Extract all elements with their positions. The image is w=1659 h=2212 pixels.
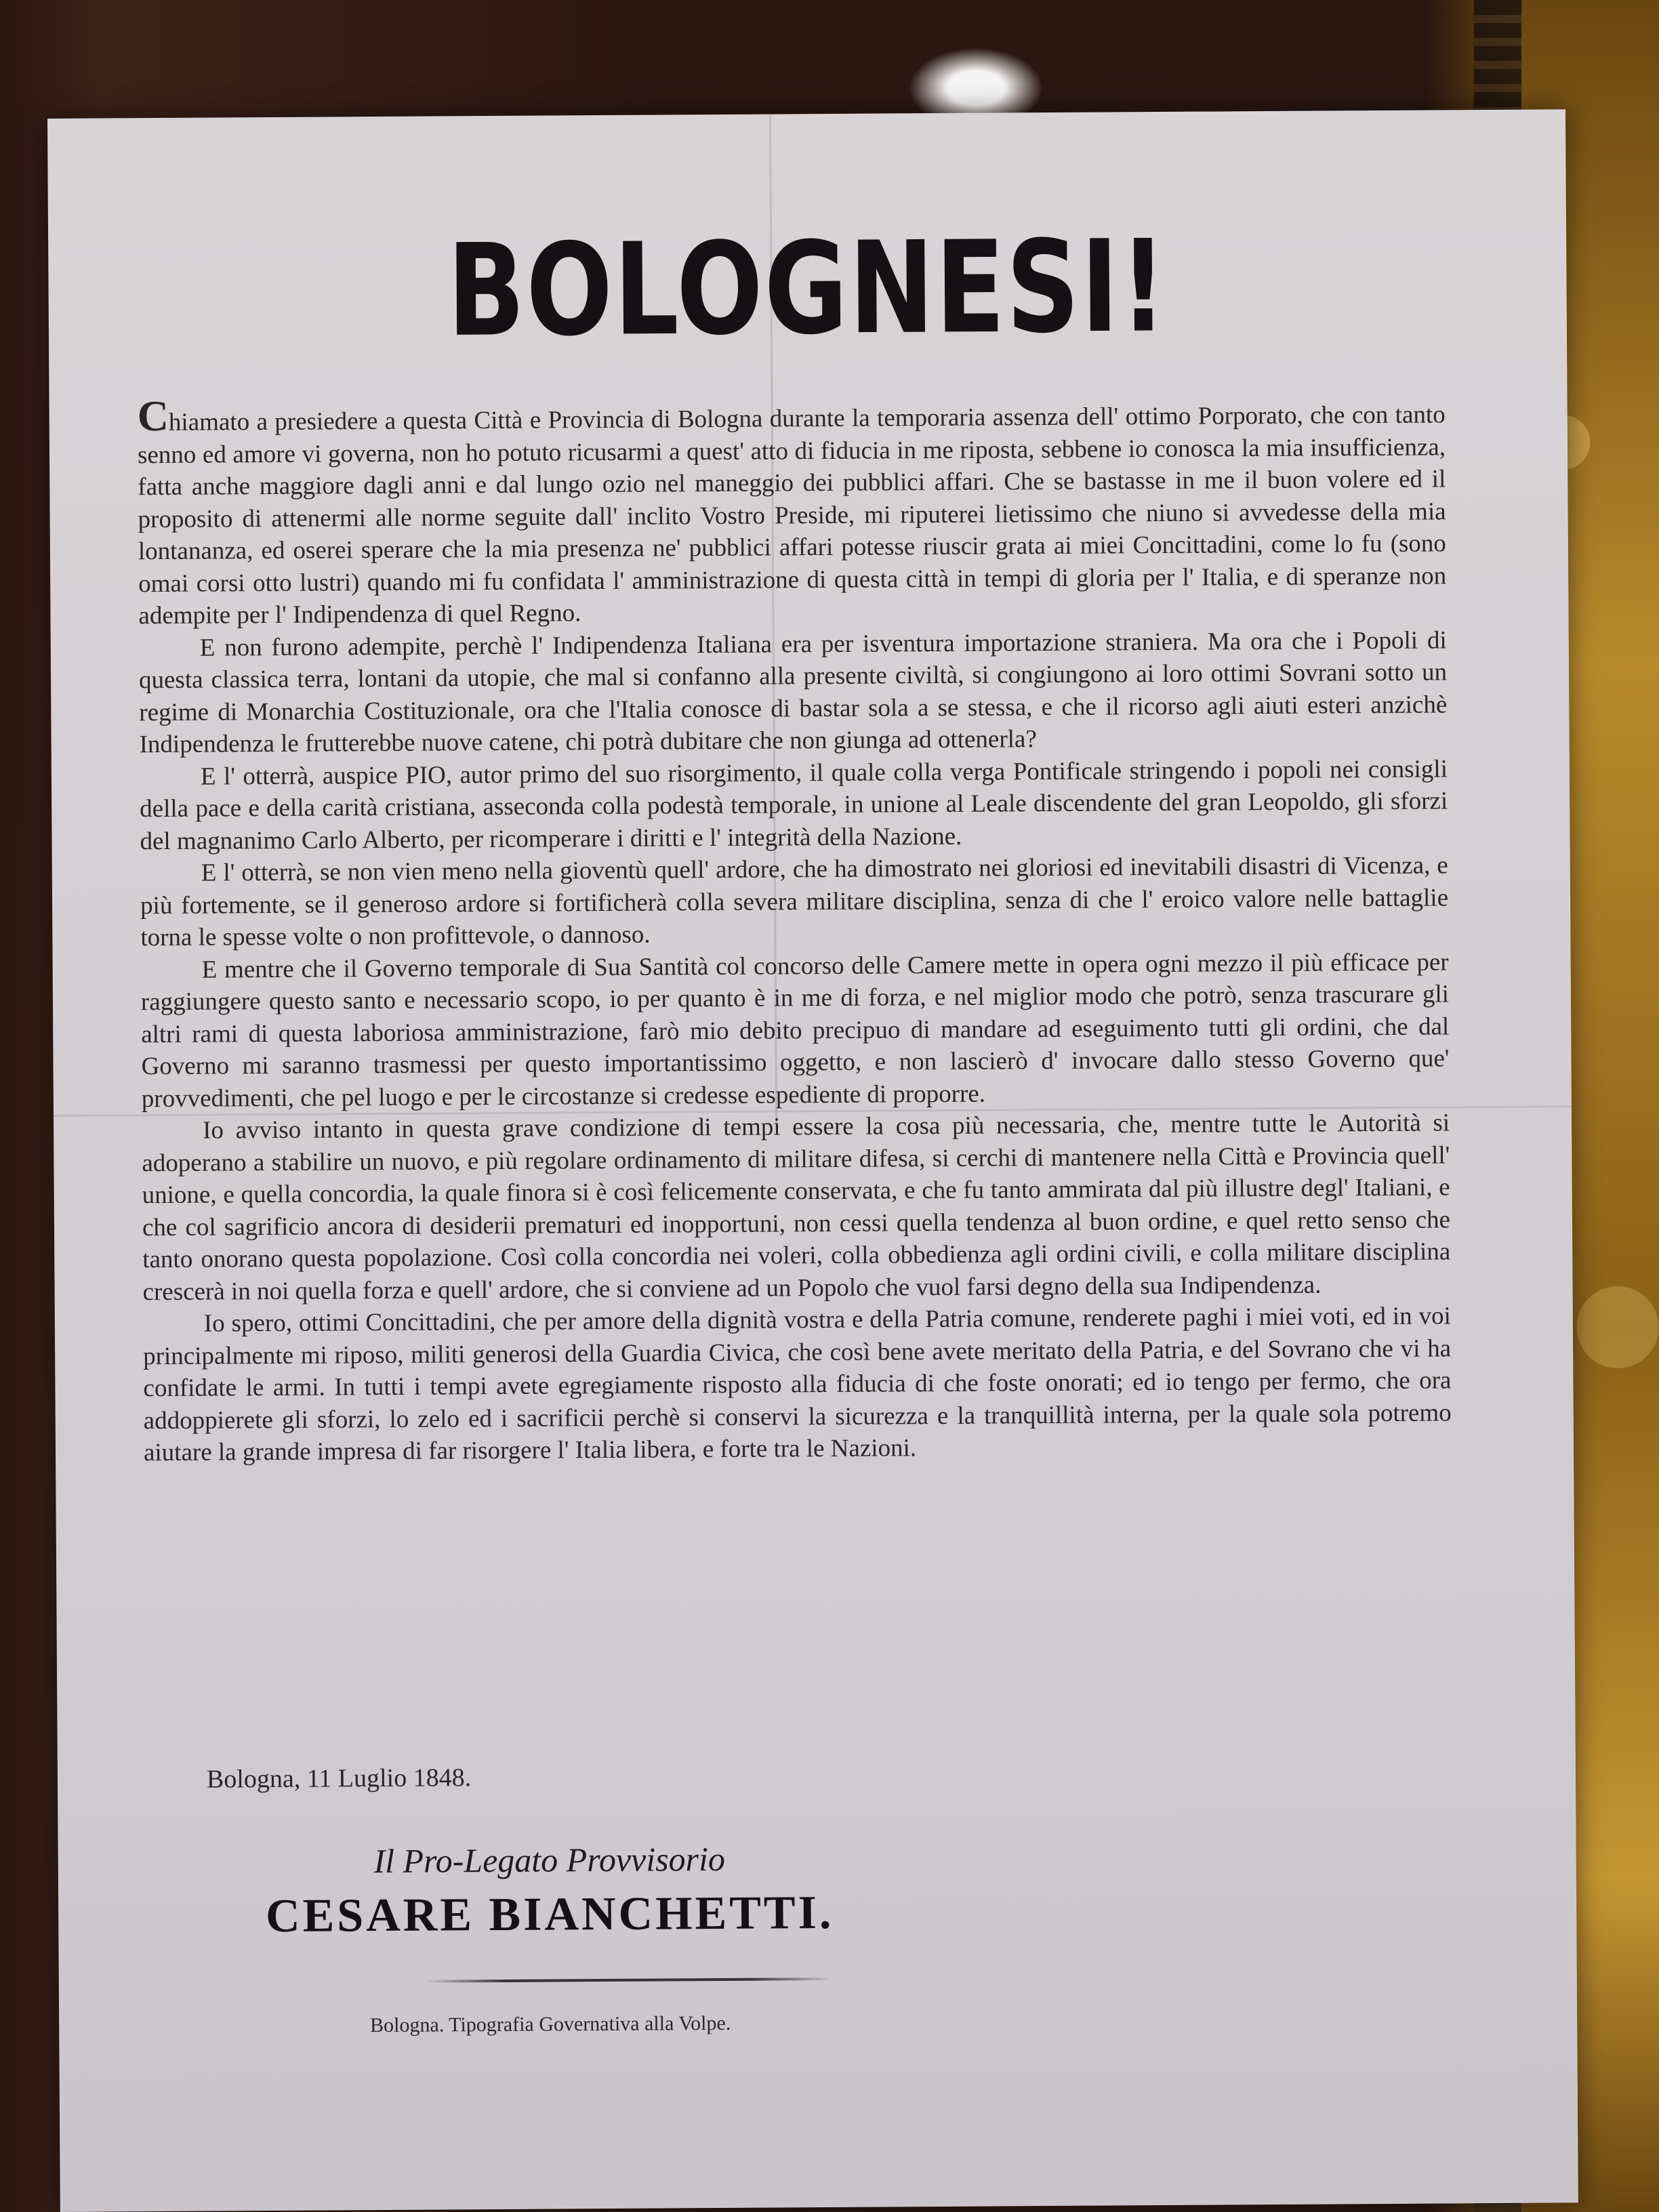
signer-name: CESARE BIANCHETTI.	[265, 1886, 834, 1943]
paragraph-6: Io avviso intanto in questa grave condizione di tempi essere la cosa più necessaria, che, mentre tutte le Autorità si adoperano a stabilire un nuovo, e più regolare ordinamento di militare difesa, si cerchi di mantenere nella Città e Provincia quell' unione, e quella concordia, la quale finora si è così felicemente conservata, e che fu tanto ammirata dal più illustre degl' Italiani, e che col sagrificio ancora di desiderii prematuri ed inopportuni, non cessi quella tendenza al buon ordine, e quel retto senso che tanto onorano questa popolazione. Così colla concordia nei voleri, colla obbedienza agli ordini civili, e colla militare disciplina crescerà in noi quella forza e quell' ardore, che si conviene ad un Popolo che vuol farsi degno della sua Indipendenza.	[142, 1109, 1451, 1306]
paragraph-1	[137, 391, 1447, 632]
poster-title: BOLOGNESI!	[447, 213, 1168, 365]
printer-imprint: Bologna. Tipografia Governativa alla Volpe.	[370, 2011, 731, 2037]
proclamation-body	[137, 391, 1452, 1469]
paragraph-5: E mentre che il Governo temporale di Sua Santità col concorso delle Camere mette in opera ogni mezzo il più efficace per raggiungere questo santo e necessario scopo, io per quanto è in me di forza, e nel miglior modo che potrò, senza trascurare gli altri rami di questa laboriosa amministrazione, farò mio debito precipuo di mandare ad eseguimento tutti gli ordini, che dal Governo mi saranno trasmessi per questo importantissimo oggetto, e non lascierò d' invocare dallo stesso Governo que' provvedimenti, che pel luogo e per le circostanze si credesse espediente di proporre.	[140, 947, 1450, 1113]
signer-role: Il Pro-Legato Provvisorio	[373, 1839, 726, 1881]
drop-cap: C	[137, 391, 169, 441]
paragraph-1-text: hiamato a presiedere a questa Città e Provincia di Bologna durante la temporaria assenza dell' ottimo Porporato, che con tanto senno ed amore vi governa, non ho potuto ricusarmi a quest' atto di fiducia in me riposta, sebbene io conosca la mia insufficienza, fatta anche maggiore dagli anni e dal lungo ozio nel maneggio dei pubblici affari. Che se bastasse in me il buon volere ed il proposito di attenermi alle norme seguite dall' inclito Vostro Preside, mi riputerei lietissimo che niuno si avvedesse della mia lontananza, ed oserei sperare che la mia presenza ne' pubblici affari potesse riuscir grata ai miei Concittadini, come lo fu (sono omai corsi otto lustri) quando mi fu confidata l' amministrazione di questa città in tempi di gloria per l' Italia, e di speranze non adempite per l' Indipendenza di quel Regno.	[137, 401, 1447, 630]
date-line: Bologna, 11 Luglio 1848.	[206, 1763, 472, 1794]
paragraph-3: E l' otterrà, auspice PIO, autor primo del suo risorgimento, il quale colla verga Pontificale stringendo i popoli nei consigli della pace e della carità cristiana, asseconda colla podestà temporale, in unione al Leale discendente del gran Leopoldo, gli sforzi del magnanimo Carlo Alberto, per ricomperare i diritti e l' integrità della Nazione.	[140, 754, 1448, 855]
decorative-rule	[425, 1978, 832, 1983]
paragraph-4: E l' otterrà, se non vien meno nella gioventù quell' ardore, che ha dimostrato nei gloriosi ed inevitabili disastri di Vicenza, e più fortemente, se il generoso ardore si fortificherà colla severa militare disciplina, senza di che l' eroico valore nelle battaglie torna le spesse volte o non profittevole, o dannoso.	[140, 851, 1449, 952]
paragraph-2: E non furono adempite, perchè l' Indipendenza Italiana era per isventura importazione straniera. Ma ora che i Popoli di questa classica terra, lontani da utopie, che mal si confanno alla presente civiltà, si congiungono ai loro ottimi Sovrani sotto un regime di Monarchia Costituzionale, ora che l'Italia conosce di bastar sola a se stessa, e che il ricorso agli aiuti esteri anzichè Indipendenza le frutterebbe nuove catene, chi potrà dubitare che non giunga ad ottenerla?	[138, 626, 1448, 759]
poster-sheet	[47, 109, 1578, 2212]
paragraph-7: Io spero, ottimi Concittadini, che per amore della dignità vostra e della Patria comune, renderete paghi i miei voti, ed in voi principalmente mi riposo, militi generosi della Guardia Civica, che così bene avete meritato della Patria, e del Sovrano che vi ha confidate le armi. In tutti i tempi avete egregiamente risposto alla fiducia di che foste onorati; ed io tengo per fermo, che ora addoppierete gli sforzi, lo zelo ed i sacrificii perchè si conservi la sicurezza e la tranquillità interna, per la quale sola potremo aiutare la grande impresa di far risorgere l' Italia libera, e forte tra le Nazioni.	[143, 1302, 1452, 1467]
